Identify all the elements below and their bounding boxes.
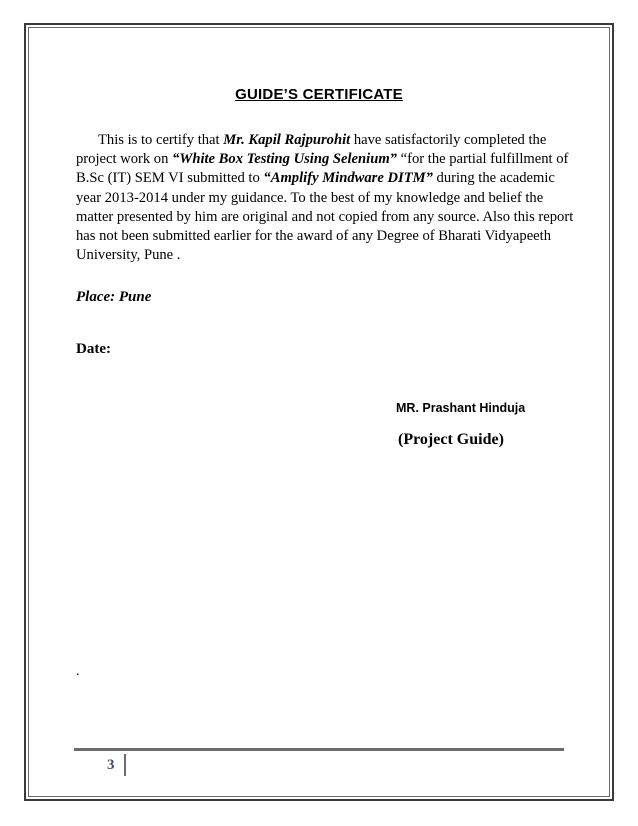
- student-name: Mr. Kapil Rajpurohit: [223, 132, 351, 148]
- paragraph-text-1: This is to certify that: [98, 132, 224, 148]
- institute-name: “Amplify Mindware DITM”: [263, 170, 433, 187]
- paragraph-text-3: “for the partial fulfillment of B.Sc (IT) SEM VI submitted to: [76, 151, 569, 187]
- certificate-title: GUIDE’S CERTIFICATE: [235, 86, 403, 103]
- paragraph-text-4: during the academic year 2013-2014 under my guidance. To the best of my knowledge and belief the matter presented by him are original and not copied from any source. Also this report has not been submitted earlier for the award of any Degree of Bharati Vidyapeeth University, Pune .: [76, 170, 574, 264]
- place-line: Place: Pune: [76, 289, 152, 305]
- certificate-paragraph: [76, 131, 576, 265]
- page-number: 3: [107, 757, 115, 773]
- guide-role: (Project Guide): [398, 431, 504, 448]
- date-line: Date:: [76, 341, 111, 357]
- paragraph-text-2: have satisfactorily completed the project work on: [76, 132, 547, 168]
- page-number-divider: [124, 754, 126, 776]
- stray-mark: .: [76, 664, 80, 679]
- footer-rule: [74, 748, 564, 751]
- project-title: “White Box Testing Using Selenium”: [172, 151, 397, 168]
- guide-name: MR. Prashant Hinduja: [396, 401, 526, 415]
